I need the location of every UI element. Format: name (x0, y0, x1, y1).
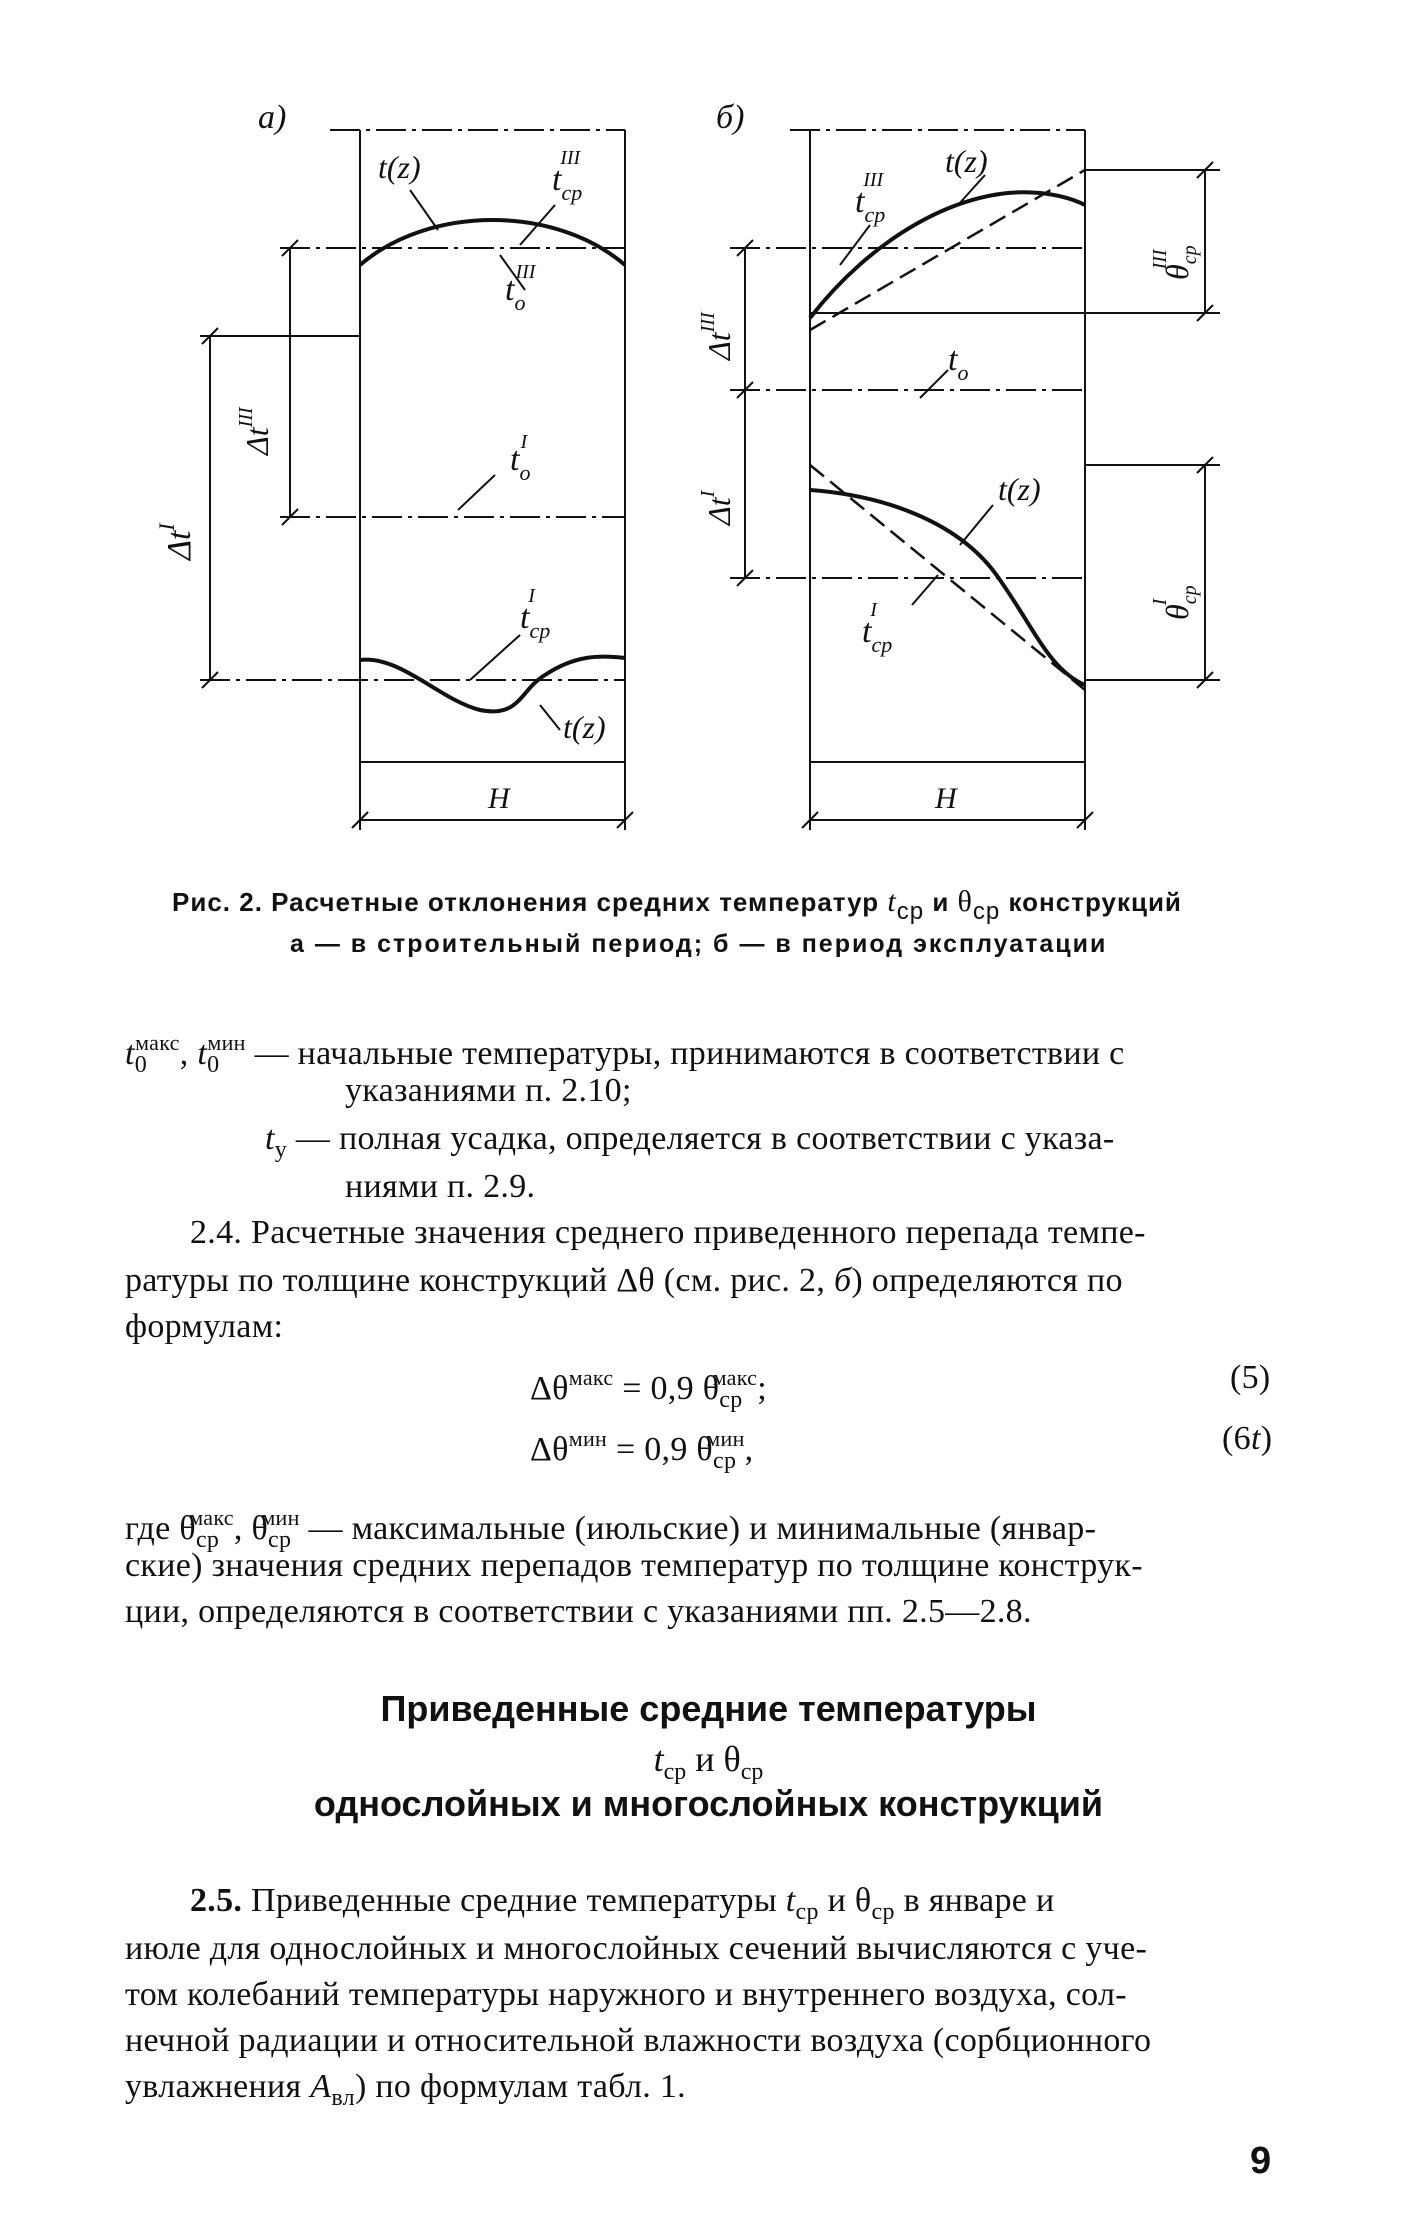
a-dtI-label: $\Delta t^I$ (154, 523, 198, 560)
formula-5: $\Delta\theta^{макс} = 0,9$ $\theta_{ср}^{макс}$; (530, 1365, 767, 1413)
a-tz-bottom-label: t(z) (563, 709, 606, 745)
formula-5-number: (5) (1230, 1359, 1271, 1396)
a-h-label: H (488, 782, 510, 815)
figure-2 (0, 0, 1417, 900)
para-2-4-line3: формулам: (125, 1308, 284, 1345)
a-t0III-label: $t_oIII$ (505, 261, 536, 315)
where-line1: где $\theta_{ср}^{макс}$, $\theta_{ср}^{мин}$ — максимальные (июльские) и минимальные (январ- (125, 1505, 1097, 1553)
para-2-5-line4: нечной радиации и относительной влажности воздуха (сорбционного (125, 2022, 1152, 2059)
para-2-4-line2: ратуры по толщине конструкций Δθ (см. рис. 2, б) определяются по (125, 1262, 1123, 1299)
b-h-label: H (935, 782, 957, 815)
a-curve-bottom (360, 657, 625, 712)
section-heading-line3: однослойных и многослойных конструкций (313, 1783, 1104, 1824)
a-tz-top-label: t(z) (378, 149, 421, 185)
a-tcpIII-label: $t_{cp}III$ (552, 147, 583, 205)
where-line3: ции, определяются в соответствии с указаниями пп. 2.5—2.8. (125, 1593, 1032, 1630)
where-line2: ские) значения средних перепадов температур по толщине конструк- (125, 1547, 1143, 1584)
a-curve-top (360, 220, 625, 265)
a-t0I-label: $t_oI$ (510, 431, 531, 485)
b-t0-label: $t_o$ (948, 341, 969, 385)
b-thetaI-label: $\theta_{cp}I$ (1149, 585, 1201, 620)
figure-caption-line2: а — в строительный период; б — в период эксплуатации (290, 930, 1108, 958)
formula-6-number: (6t) (1222, 1420, 1273, 1457)
definition-ty-cont: ниями п. 2.9. (345, 1168, 536, 1205)
section-heading-line2: $t_{ср}$ и $\theta_{ср}$ (653, 1739, 764, 1785)
a-tcpI-label: $t_{cp}I$ (520, 585, 551, 643)
b-tcpIII-label: $t_{cp}III$ (855, 169, 886, 227)
b-dtIII-label: $\Delta t^{III}$ (697, 312, 737, 360)
para-2-5-line2: июле для однослойных и многослойных сечений вычисляются с уче- (125, 1930, 1148, 1967)
a-panel-label: а) (258, 99, 287, 136)
para-2-5-line5: увлажнения $A_{вл}$) по формулам табл. 1. (125, 2068, 686, 2111)
para-2-5-line1: 2.5. Приведенные средние температуры $t_{ср}$ и $\theta_{ср}$ в январе и (190, 1882, 1055, 1925)
para-2-5-line3: том колебаний температуры наружного и внутреннего воздуха, сол- (125, 1976, 1127, 2013)
page-number: 9 (1250, 2140, 1272, 2182)
b-dtI-label: $\Delta t^I$ (697, 490, 737, 525)
definition-t0-cont: указаниями п. 2.10; (345, 1072, 632, 1109)
b-tcpI-label: $t_{cp}I$ (862, 599, 893, 657)
figure-caption-line1: Рис. 2. Расчетные отклонения средних температур tср и θср конструкций (172, 885, 1182, 925)
section-heading-line1: Приведенные средние температуры (380, 1688, 1037, 1729)
b-tz-top-label: t(z) (945, 143, 988, 179)
b-thetaIII-label: $\theta_{cp}III$ (1149, 245, 1201, 280)
b-panel-label: б) (716, 99, 745, 136)
formula-6: $\Delta\theta^{мин} = 0,9$ $\theta_{ср}^{мин}$, (530, 1426, 754, 1474)
definition-ty: $t_у$ — полная усадка, определяется в соответствии с указа- (265, 1120, 1115, 1163)
para-2-4-line1: 2.4. Расчетные значения среднего приведенного перепада темпе- (190, 1214, 1146, 1251)
a-dtIII-label: $\Delta t^{III}$ (235, 407, 275, 455)
b-tz-mid-label: t(z) (998, 471, 1041, 507)
definition-t0: $t_0^{макс}$, $t_0^{мин}$ — начальные температуры, принимаются в соответствии с (125, 1030, 1125, 1078)
b-curve-top (810, 192, 1085, 318)
